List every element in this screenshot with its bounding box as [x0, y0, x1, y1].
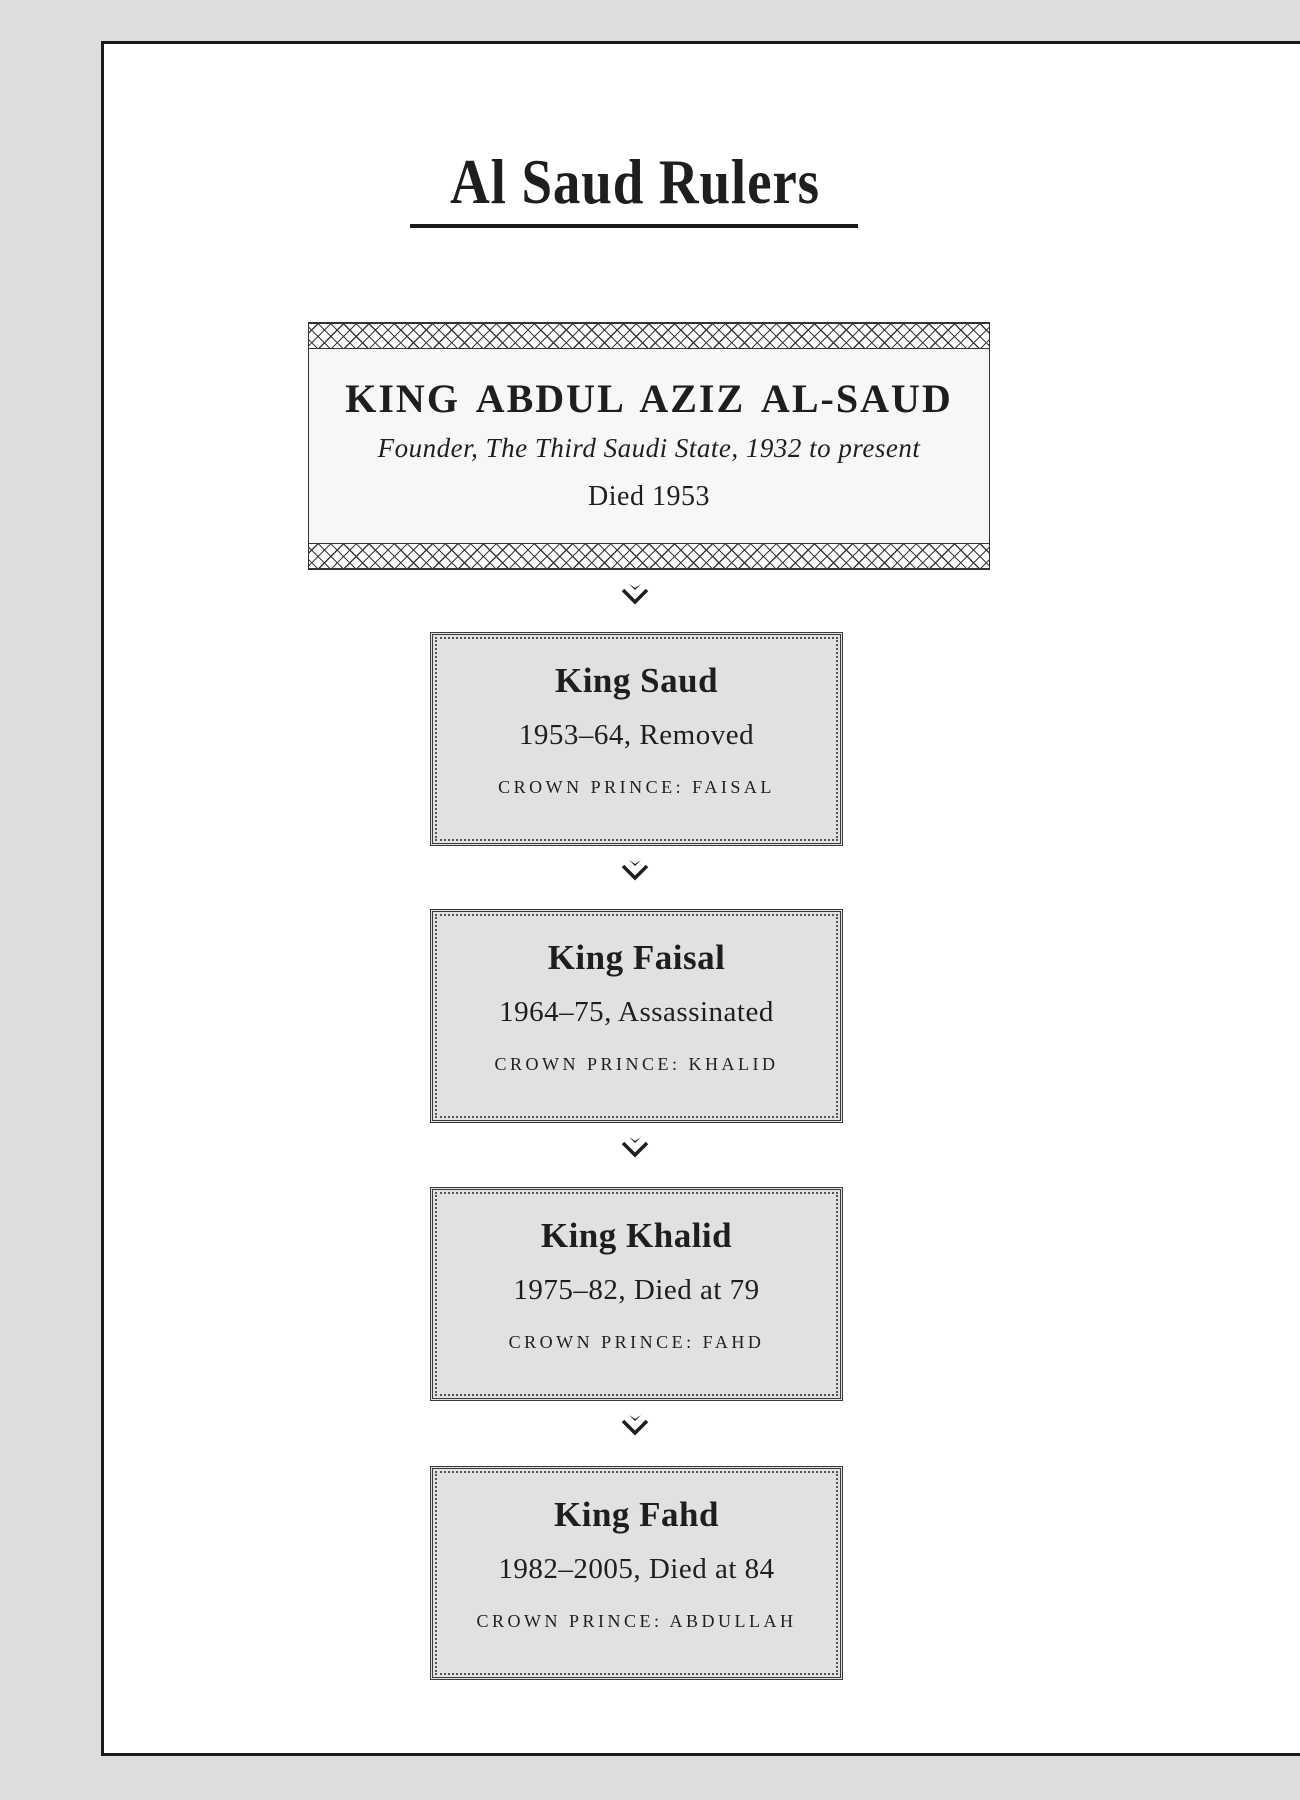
founder-name: KING ABDUL AZIZ AL-SAUD	[345, 376, 953, 421]
page-title: Al Saud Rulers	[450, 146, 820, 217]
king-dates: 1964–75, Assassinated	[499, 996, 774, 1028]
founder-died: Died 1953	[588, 481, 710, 512]
king-name: King Saud	[554, 661, 719, 700]
king-name: King Fahd	[554, 1495, 719, 1534]
king-dates: 1975–82, Died at 79	[513, 1274, 760, 1306]
king-box-khalid	[430, 1187, 843, 1401]
chevron-down-icon	[618, 858, 652, 882]
king-box-faisal	[430, 909, 843, 1123]
ornament-band-top	[309, 323, 989, 349]
crown-prince: CROWN PRINCE: KHALID	[494, 1054, 779, 1074]
chevron-down-icon	[618, 582, 652, 606]
king-box-saud	[430, 632, 843, 846]
crown-prince: CROWN PRINCE: FAHD	[508, 1332, 765, 1352]
title-underline	[410, 224, 858, 228]
king-name: King Khalid	[540, 1216, 733, 1255]
king-name: King Faisal	[547, 938, 726, 977]
founder-box	[308, 322, 990, 570]
ornament-band-bottom	[309, 543, 989, 569]
king-dates: 1953–64, Removed	[518, 719, 755, 751]
crown-prince: CROWN PRINCE: ABDULLAH	[476, 1611, 797, 1631]
chevron-down-icon	[618, 1413, 652, 1437]
king-dates: 1982–2005, Died at 84	[498, 1553, 775, 1585]
crown-prince: CROWN PRINCE: FAISAL	[498, 777, 775, 797]
king-box-fahd	[430, 1466, 843, 1680]
founder-role: Founder, The Third Saudi State, 1932 to present	[377, 433, 921, 463]
chevron-down-icon	[618, 1135, 652, 1159]
